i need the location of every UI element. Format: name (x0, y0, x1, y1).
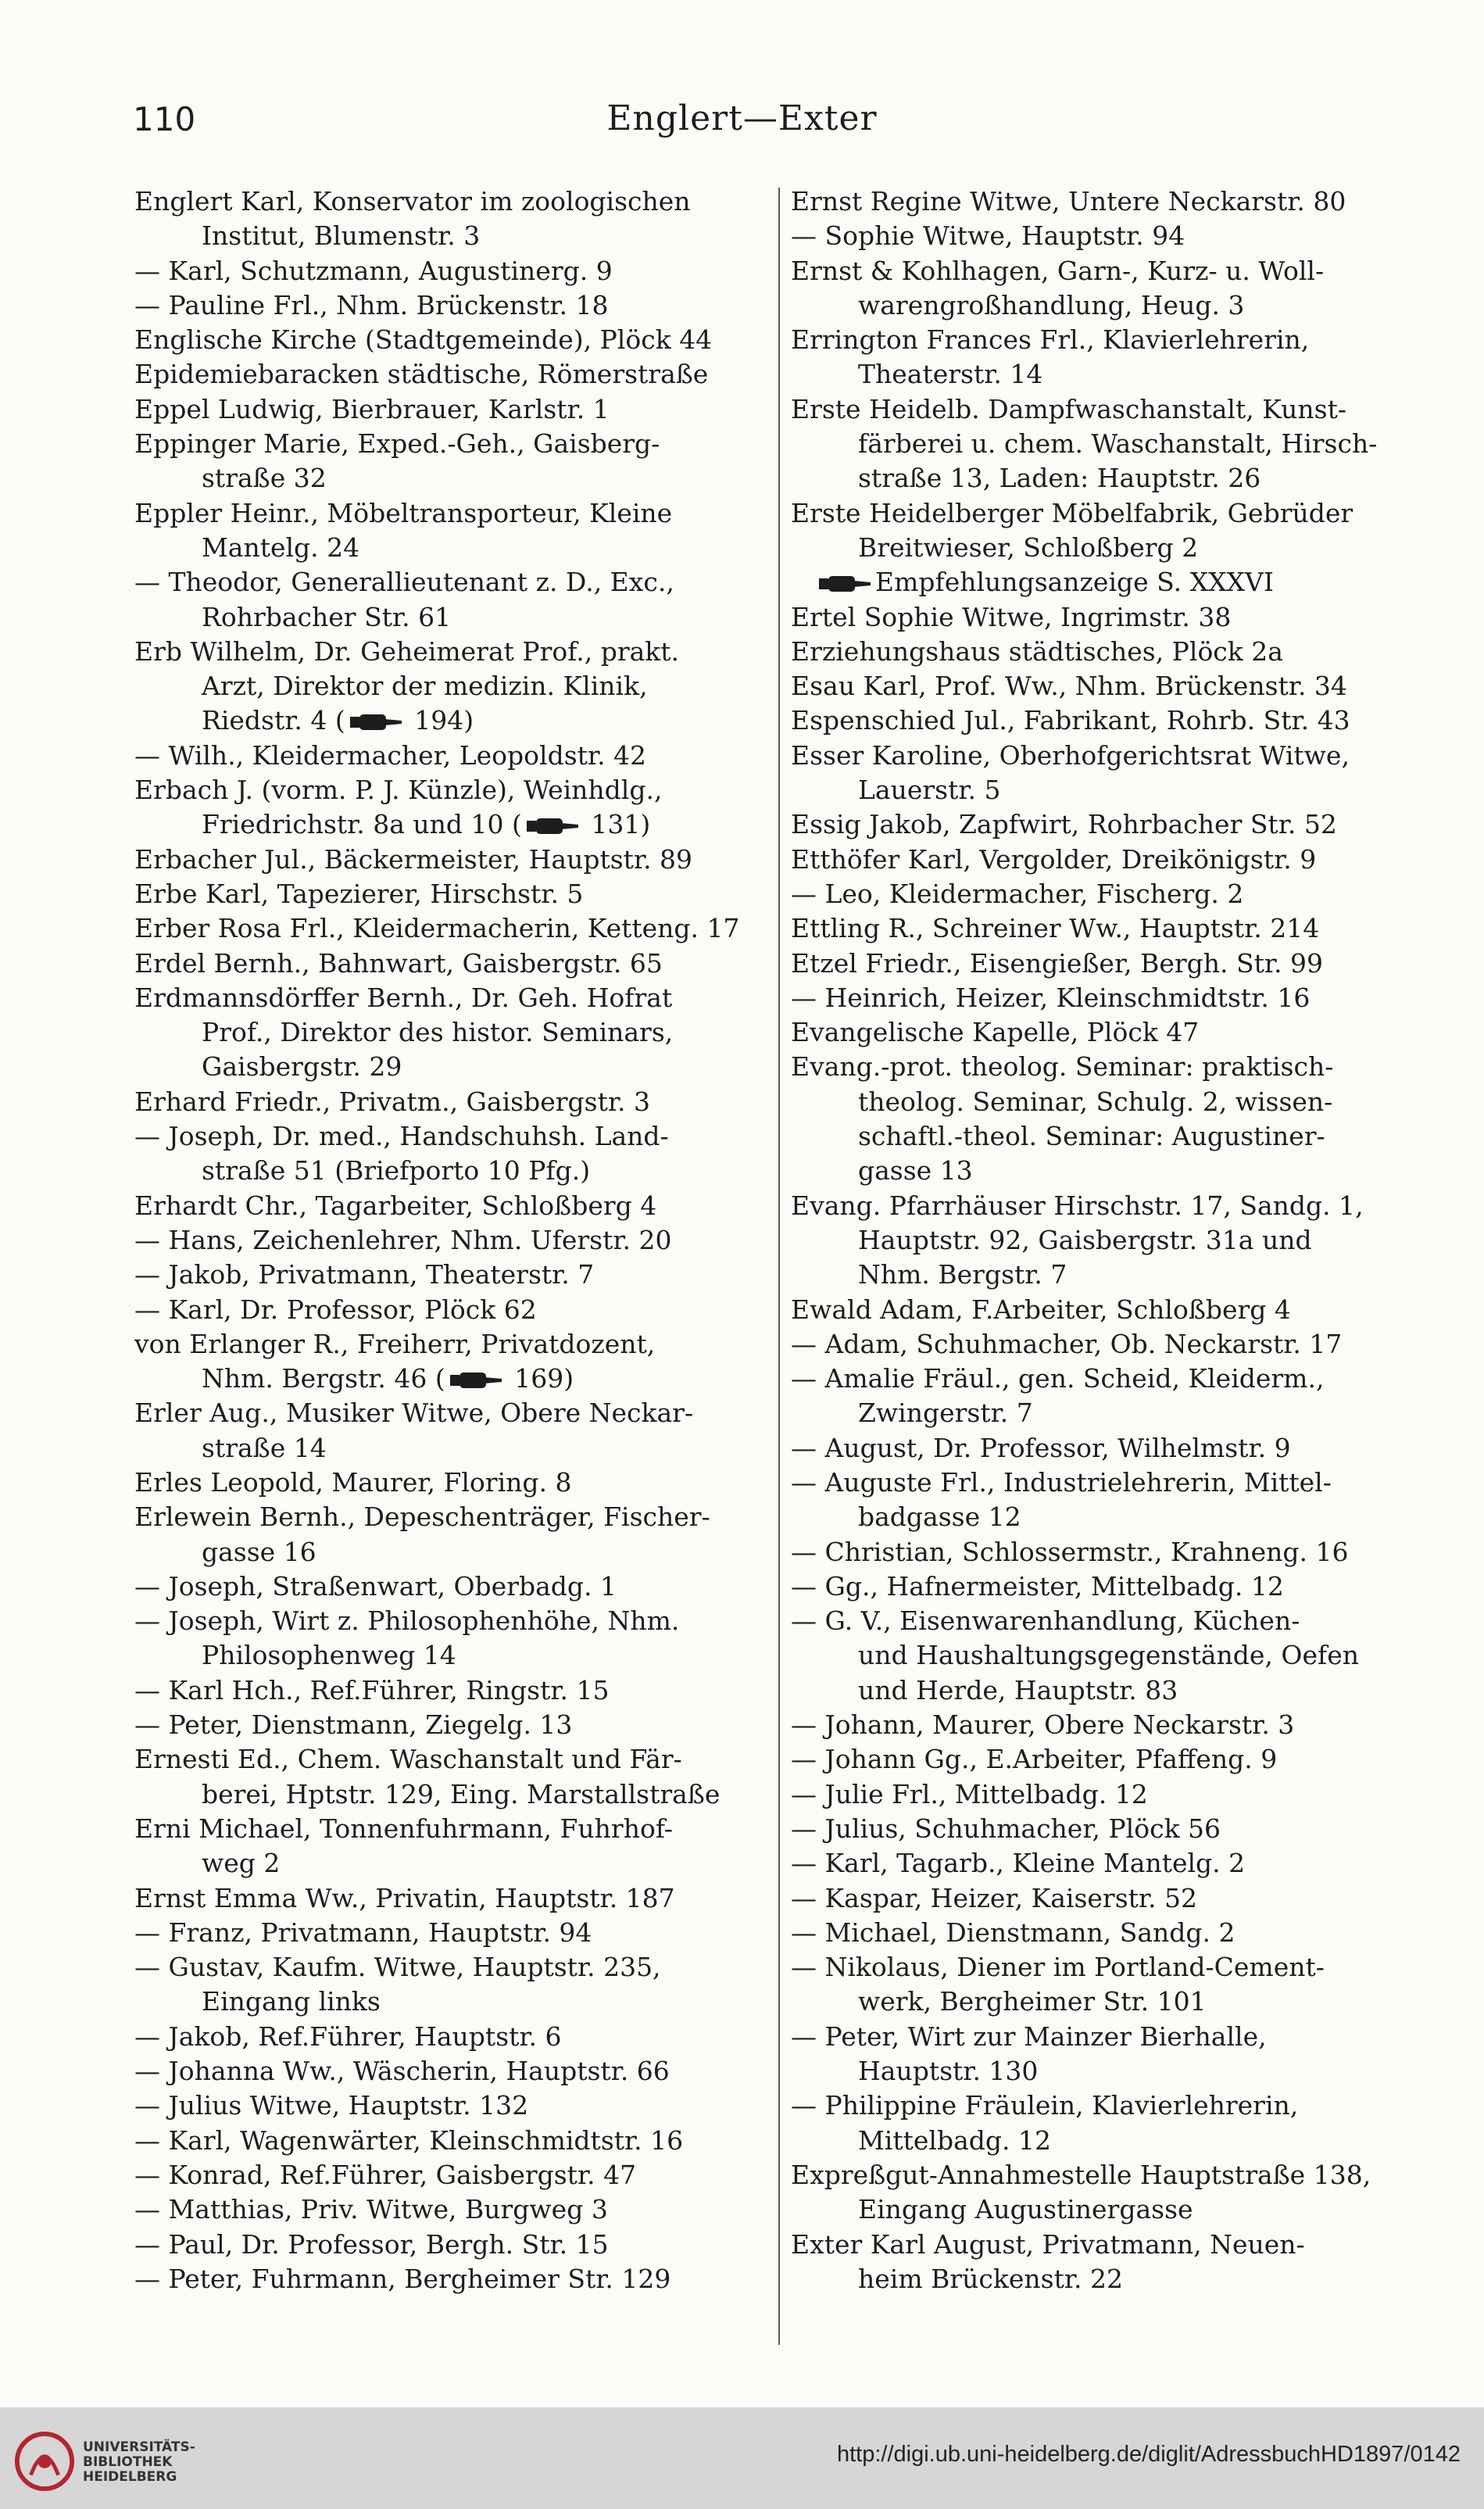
entry-first-line: Erbach J. (vorm. P. J. Künzle), Weinhdlg., (134, 775, 663, 806)
entry-first-line: Englert Karl, Konservator im zoologischen (134, 186, 691, 217)
entry-first-line: Evangelische Kapelle, Plöck 47 (791, 1017, 1200, 1048)
entry-first-line: — Matthias, Priv. Witwe, Burgweg 3 (134, 2194, 608, 2225)
directory-entry (791, 1050, 1416, 1188)
directory-entry (791, 600, 1416, 635)
directory-entry (134, 496, 766, 566)
entry-continuation-line: und Haushaltungsgegenstände, Oefen (858, 1640, 1359, 1671)
entry-continuation-line: Philosophenweg 14 (202, 1640, 456, 1671)
directory-entry (791, 669, 1416, 703)
directory-entry (791, 2020, 1416, 2089)
entry-first-line: Exter Karl August, Privatmann, Neuen- (791, 2228, 1305, 2260)
entry-continuation-line: Institut, Blumenstr. 3 (202, 220, 481, 252)
directory-entry (134, 565, 766, 635)
directory-entry (134, 843, 766, 877)
entry-first-line: — Philippine Fräulein, Klavierlehrerin, (791, 2090, 1299, 2121)
directory-entry (134, 1293, 766, 1327)
entry-text-after-pointer: 131) (582, 809, 651, 840)
directory-entry (134, 1881, 766, 1916)
entry-continuation-line (134, 703, 766, 738)
directory-entry (134, 184, 766, 254)
entry-continuation-line (134, 807, 766, 842)
entry-first-line: — August, Dr. Professor, Wilhelmstr. 9 (791, 1432, 1291, 1463)
entry-first-line: Epidemiebaracken städtische, Römerstraße (134, 359, 709, 390)
directory-entry (134, 1396, 766, 1466)
entry-first-line: Essig Jakob, Zapfwirt, Rohrbacher Str. 52 (791, 809, 1337, 840)
entry-first-line: Etthöfer Karl, Vergolder, Dreikönigstr. 9 (791, 843, 1317, 875)
entry-first-line: Erhard Friedr., Privatm., Gaisbergstr. 3 (134, 1086, 650, 1117)
directory-entry (134, 357, 766, 392)
directory-entry (134, 323, 766, 357)
entry-first-line: — Heinrich, Heizer, Kleinschmidtstr. 16 (791, 982, 1311, 1013)
entry-first-line: Esau Karl, Prof. Ww., Nhm. Brückenstr. 34 (791, 671, 1347, 702)
entry-first-line: — Gg., Hafnermeister, Mittelbadg. 12 (791, 1570, 1284, 1602)
advertisement-reference-text: Empfehlungsanzeige S. XXXVI (875, 567, 1274, 598)
entry-first-line: Erbacher Jul., Bäckermeister, Hauptstr. 89 (134, 843, 693, 875)
pointing-hand-icon (349, 712, 403, 732)
directory-entry (791, 1916, 1416, 1950)
entry-continuation-line: heim Brückenstr. 22 (858, 2263, 1123, 2294)
directory-entry (791, 1293, 1416, 1327)
entry-text-after-pointer: 194) (406, 705, 474, 736)
entry-continuation-line: warengroßhandlung, Heug. 3 (858, 289, 1245, 320)
entry-first-line: Ettling R., Schreiner Ww., Hauptstr. 214 (791, 913, 1320, 944)
entry-continuation-line: Gaisbergstr. 29 (202, 1051, 402, 1083)
entry-first-line: — Johann, Maurer, Obere Neckarstr. 3 (791, 1709, 1295, 1741)
directory-entry (134, 1916, 766, 1950)
entry-first-line: — Jakob, Privatmann, Theaterstr. 7 (134, 1259, 595, 1290)
directory-entry (134, 1258, 766, 1292)
directory-entry (791, 1950, 1416, 2020)
entry-continuation-line: Mittelbadg. 12 (858, 2124, 1051, 2156)
entry-first-line: — Joseph, Straßenwart, Oberbadg. 1 (134, 1570, 617, 1602)
entry-first-line: Englische Kirche (Stadtgemeinde), Plöck 44 (134, 324, 713, 356)
entry-first-line: Ernst Regine Witwe, Untere Neckarstr. 80 (791, 186, 1346, 217)
entry-continuation-line: weg 2 (202, 1848, 281, 1879)
entry-continuation-line: badgasse 12 (858, 1501, 1021, 1533)
directory-entry (791, 1569, 1416, 1604)
directory-entry (791, 843, 1416, 877)
entry-first-line: — Leo, Kleidermacher, Fischerg. 2 (791, 878, 1244, 909)
directory-entry (791, 703, 1416, 738)
directory-entry (134, 1189, 766, 1223)
directory-entry (791, 1881, 1416, 1916)
entry-first-line: — Peter, Dienstmann, Ziegelg. 13 (134, 1709, 573, 1741)
entry-first-line: — Gustav, Kaufm. Witwe, Hauptstr. 235, (134, 1952, 661, 1983)
entry-continuation-line: Lauerstr. 5 (858, 775, 1001, 806)
entry-first-line: Erber Rosa Frl., Kleidermacherin, Ketteng. 17 (134, 913, 740, 944)
directory-entry (134, 911, 766, 946)
entry-first-line: — Karl, Schutzmann, Augustinerg. 9 (134, 255, 613, 286)
directory-entry (791, 1431, 1416, 1466)
entry-first-line: Ernst & Kohlhagen, Garn-, Kurz- u. Woll- (791, 255, 1325, 286)
directory-entry (134, 254, 766, 288)
directory-entry (134, 2088, 766, 2123)
directory-entry (134, 2192, 766, 2227)
entry-first-line: Erste Heidelberger Möbelfabrik, Gebrüder (791, 497, 1353, 528)
directory-entry (791, 392, 1416, 496)
entry-first-line: Erni Michael, Tonnenfuhrmann, Fuhrhof- (134, 1813, 674, 1844)
entry-first-line: — Auguste Frl., Industrielehrerin, Mittel- (791, 1466, 1332, 1498)
column-divider (778, 188, 780, 2345)
directory-entry (791, 1777, 1416, 1812)
entry-continuation-line: straße 32 (202, 463, 327, 494)
entry-first-line: — Julie Frl., Mittelbadg. 12 (791, 1778, 1148, 1809)
directory-entry (791, 1015, 1416, 1050)
directory-entry (134, 1742, 766, 1812)
entry-continuation-line: Theaterstr. 14 (858, 359, 1043, 390)
entry-first-line: — Julius Witwe, Hauptstr. 132 (134, 2090, 529, 2121)
directory-entry (791, 2088, 1416, 2158)
entry-first-line: Erles Leopold, Maurer, Floring. 8 (134, 1466, 572, 1498)
directory-entry (134, 1466, 766, 1500)
library-name-line: HEIDELBERG (83, 2469, 177, 2485)
library-seal-icon (14, 2431, 75, 2492)
entry-first-line: Ernesti Ed., Chem. Waschanstalt und Fär- (134, 1744, 682, 1775)
entry-continuation-line: Hauptstr. 130 (858, 2056, 1039, 2087)
entry-continuation-line (134, 1362, 766, 1396)
library-name (83, 2440, 195, 2485)
entry-first-line: — Karl, Dr. Professor, Plöck 62 (134, 1294, 537, 1325)
entry-first-line: Erlewein Bernh., Depeschenträger, Fischer- (134, 1501, 710, 1533)
directory-entry (791, 1846, 1416, 1881)
entry-first-line: — Amalie Fräul., gen. Scheid, Kleiderm., (791, 1363, 1325, 1394)
entry-first-line: — Johanna Ww., Wäscherin, Hauptstr. 66 (134, 2056, 670, 2087)
directory-entry (791, 1535, 1416, 1569)
entry-first-line: — Theodor, Generallieutenant z. D., Exc., (134, 567, 674, 598)
library-name-line: UNIVERSITÄTS- (83, 2439, 195, 2455)
entry-continuation-line: Eingang links (202, 1986, 381, 2017)
entry-continuation-line: Zwingerstr. 7 (858, 1398, 1033, 1429)
entry-first-line: — Jakob, Ref.Führer, Hauptstr. 6 (134, 2020, 562, 2052)
entry-first-line: — G. V., Eisenwarenhandlung, Küchen- (791, 1605, 1300, 1637)
entry-continuation-line: Mantelg. 24 (202, 532, 360, 563)
directory-entry (791, 496, 1416, 600)
directory-entry (791, 2158, 1416, 2228)
directory-entry (791, 911, 1416, 946)
directory-entry (791, 981, 1416, 1015)
entry-first-line: — Hans, Zeichenlehrer, Nhm. Uferstr. 20 (134, 1224, 672, 1255)
entry-first-line: Espenschied Jul., Fabrikant, Rohrb. Str. 43 (791, 705, 1350, 736)
directory-entry (791, 1466, 1416, 1535)
directory-entry (134, 1812, 766, 1881)
page-number: 110 (133, 100, 196, 138)
entry-first-line: von Erlanger R., Freiherr, Privatdozent, (134, 1328, 656, 1359)
entry-continuation-line: Rohrbacher Str. 61 (202, 601, 452, 632)
directory-entry (134, 773, 766, 843)
entry-continuation-line: Arzt, Direktor der medizin. Klinik, (202, 671, 648, 702)
entry-text-after-pointer: 169) (506, 1363, 574, 1394)
entry-first-line: Ertel Sophie Witwe, Ingrimstr. 38 (791, 601, 1232, 632)
directory-entry (134, 1604, 766, 1673)
entry-text-before-pointer: Friedrichstr. 8a und 10 ( (202, 809, 522, 840)
entry-first-line: — Sophie Witwe, Hauptstr. 94 (791, 220, 1185, 252)
entry-first-line: — Adam, Schuhmacher, Ob. Neckarstr. 17 (791, 1328, 1343, 1359)
entry-continuation-line: theolog. Seminar, Schulg. 2, wissen- (858, 1086, 1333, 1117)
directory-entry (134, 1708, 766, 1742)
entry-continuation-line: straße 51 (Briefporto 10 Pfg.) (202, 1155, 591, 1186)
pointing-hand-icon (449, 1370, 503, 1391)
entry-first-line: — Paul, Dr. Professor, Bergh. Str. 15 (134, 2228, 609, 2260)
entry-first-line: Eppel Ludwig, Bierbrauer, Karlstr. 1 (134, 393, 610, 424)
entry-first-line: Errington Frances Frl., Klavierlehrerin, (791, 324, 1310, 356)
directory-entry (134, 1950, 766, 2020)
entry-first-line: Erbe Karl, Tapezierer, Hirschstr. 5 (134, 878, 584, 909)
directory-entry (134, 2158, 766, 2192)
directory-entry (791, 184, 1416, 219)
directory-entry (134, 947, 766, 981)
directory-entry (791, 219, 1416, 253)
directory-entry (134, 1085, 766, 1119)
entry-first-line: Evang. Pfarrhäuser Hirschstr. 17, Sandg. 1, (791, 1190, 1364, 1221)
directory-entry (134, 635, 766, 739)
directory-entry (134, 1500, 766, 1569)
directory-entry (791, 2228, 1416, 2297)
entry-first-line: — Michael, Dienstmann, Sandg. 2 (791, 1917, 1235, 1948)
entry-first-line: Evang.-prot. theolog. Seminar: praktisch- (791, 1051, 1334, 1083)
directory-entry (134, 1223, 766, 1258)
entry-continuation-line: straße 14 (202, 1432, 327, 1463)
directory-entry (134, 981, 766, 1085)
entry-first-line: Erler Aug., Musiker Witwe, Obere Neckar- (134, 1398, 694, 1429)
entry-text-before-pointer: Nhm. Bergstr. 46 ( (202, 1363, 445, 1394)
entry-first-line: — Kaspar, Heizer, Kaiserstr. 52 (791, 1882, 1198, 1913)
entry-first-line: Erdel Bernh., Bahnwart, Gaisbergstr. 65 (134, 947, 663, 979)
directory-entry (791, 739, 1416, 808)
library-name-line: BIBLIOTHEK (83, 2454, 173, 2470)
left-column (134, 184, 766, 2342)
entry-first-line: Esser Karoline, Oberhofgerichtsrat Witwe, (791, 739, 1350, 771)
entry-first-line: Expreßgut-Annahmestelle Hauptstraße 138, (791, 2159, 1371, 2190)
entry-continuation-line: färberei u. chem. Waschanstalt, Hirsch- (858, 428, 1378, 460)
entry-first-line: Erhardt Chr., Tagarbeiter, Schloßberg 4 (134, 1190, 657, 1221)
directory-entry (791, 254, 1416, 324)
directory-entry (134, 1327, 766, 1397)
entry-first-line: — Pauline Frl., Nhm. Brückenstr. 18 (134, 289, 609, 320)
directory-entry (134, 877, 766, 911)
entry-first-line: Erziehungshaus städtisches, Plöck 2a (791, 635, 1283, 667)
entry-first-line: — Peter, Wirt zur Mainzer Bierhalle, (791, 2020, 1267, 2052)
entry-first-line: — Karl, Tagarb., Kleine Mantelg. 2 (791, 1848, 1246, 1879)
entry-first-line: — Franz, Privatmann, Hauptstr. 94 (134, 1917, 592, 1948)
directory-entry (134, 1119, 766, 1189)
directory-entry (134, 288, 766, 323)
page-header (0, 92, 1484, 147)
running-title: Englert—Exter (606, 98, 878, 138)
entry-first-line: Ewald Adam, F.Arbeiter, Schloßberg 4 (791, 1294, 1291, 1325)
directory-entry (791, 1742, 1416, 1777)
directory-entry (791, 1189, 1416, 1293)
entry-continuation-line: Nhm. Bergstr. 7 (858, 1259, 1067, 1290)
entry-continuation-line: straße 13, Laden: Hauptstr. 26 (858, 463, 1261, 494)
entry-first-line: — Peter, Fuhrmann, Bergheimer Str. 129 (134, 2263, 671, 2294)
entry-first-line: Ernst Emma Ww., Privatin, Hauptstr. 187 (134, 1882, 675, 1913)
entry-continuation-line: Prof., Direktor des histor. Seminars, (202, 1017, 674, 1048)
entry-continuation-line: Eingang Augustinergasse (858, 2194, 1193, 2225)
pointing-hand-icon (525, 816, 580, 836)
directory-entry (134, 2020, 766, 2054)
entry-continuation-line: berei, Hptstr. 129, Eing. Marstallstraße (202, 1778, 721, 1809)
directory-entry (134, 2228, 766, 2262)
entry-continuation-line: schaftl.-theol. Seminar: Augustiner- (858, 1121, 1325, 1152)
directory-entry (134, 2124, 766, 2158)
entry-first-line: — Johann Gg., E.Arbeiter, Pfaffeng. 9 (791, 1744, 1278, 1775)
entry-first-line: — Wilh., Kleidermacher, Leopoldstr. 42 (134, 739, 647, 771)
entry-first-line: Erste Heidelb. Dampfwaschanstalt, Kunst- (791, 393, 1346, 424)
directory-entry (791, 1604, 1416, 1708)
right-column (791, 184, 1416, 2342)
directory-entry (791, 1362, 1416, 1431)
directory-entry (791, 1812, 1416, 1846)
entry-first-line: Eppinger Marie, Exped.-Geh., Gaisberg- (134, 428, 660, 460)
directory-entry (791, 1327, 1416, 1362)
directory-entry (791, 1708, 1416, 1742)
directory-entry (791, 323, 1416, 392)
entry-first-line: — Konrad, Ref.Führer, Gaisbergstr. 47 (134, 2159, 637, 2190)
entry-first-line: — Karl Hch., Ref.Führer, Ringstr. 15 (134, 1674, 610, 1705)
entry-first-line: — Karl, Wagenwärter, Kleinschmidtstr. 16 (134, 2124, 684, 2156)
entry-first-line: Etzel Friedr., Eisengießer, Bergh. Str. 99 (791, 947, 1323, 979)
entry-continuation-line: gasse 13 (858, 1155, 973, 1186)
footer-bar (0, 2407, 1484, 2509)
entry-continuation-line: gasse 16 (202, 1536, 316, 1567)
entry-text-before-pointer: Riedstr. 4 ( (202, 705, 345, 736)
source-url-link[interactable]: http://digi.ub.uni-heidelberg.de/diglit/AdressbuchHD1897/0142 (836, 2442, 1461, 2467)
pointing-hand-icon (817, 574, 872, 594)
directory-entry (134, 1569, 766, 1604)
entry-continuation-line: Breitwieser, Schloßberg 2 (858, 532, 1199, 563)
directory-entry (134, 2054, 766, 2088)
directory-entry (134, 392, 766, 427)
entry-first-line: — Joseph, Dr. med., Handschuhsh. Land- (134, 1121, 669, 1152)
directory-entry (791, 947, 1416, 981)
entry-first-line: Eppler Heinr., Möbeltransporteur, Kleine (134, 497, 673, 528)
entry-first-line: Erdmannsdörffer Bernh., Dr. Geh. Hofrat (134, 982, 673, 1013)
directory-entry (134, 2262, 766, 2296)
directory-entry (134, 427, 766, 496)
entry-first-line: — Nikolaus, Diener im Portland-Cement- (791, 1952, 1325, 1983)
entry-first-line: Erb Wilhelm, Dr. Geheimerat Prof., prakt. (134, 635, 680, 667)
directory-entry (791, 807, 1416, 842)
entry-continuation-line: und Herde, Hauptstr. 83 (858, 1674, 1178, 1705)
entry-continuation-line: werk, Bergheimer Str. 101 (858, 1986, 1207, 2017)
directory-entry (791, 635, 1416, 669)
directory-entry (134, 739, 766, 773)
entry-first-line: — Julius, Schuhmacher, Plöck 56 (791, 1813, 1221, 1844)
entry-continuation-line: Hauptstr. 92, Gaisbergstr. 31a und (858, 1224, 1312, 1255)
entry-first-line: — Joseph, Wirt z. Philosophenhöhe, Nhm. (134, 1605, 680, 1637)
directory-entry (134, 1673, 766, 1708)
entry-first-line: — Christian, Schlossermstr., Krahneng. 16 (791, 1536, 1349, 1567)
advertisement-reference (791, 565, 1416, 600)
directory-entry (791, 877, 1416, 911)
